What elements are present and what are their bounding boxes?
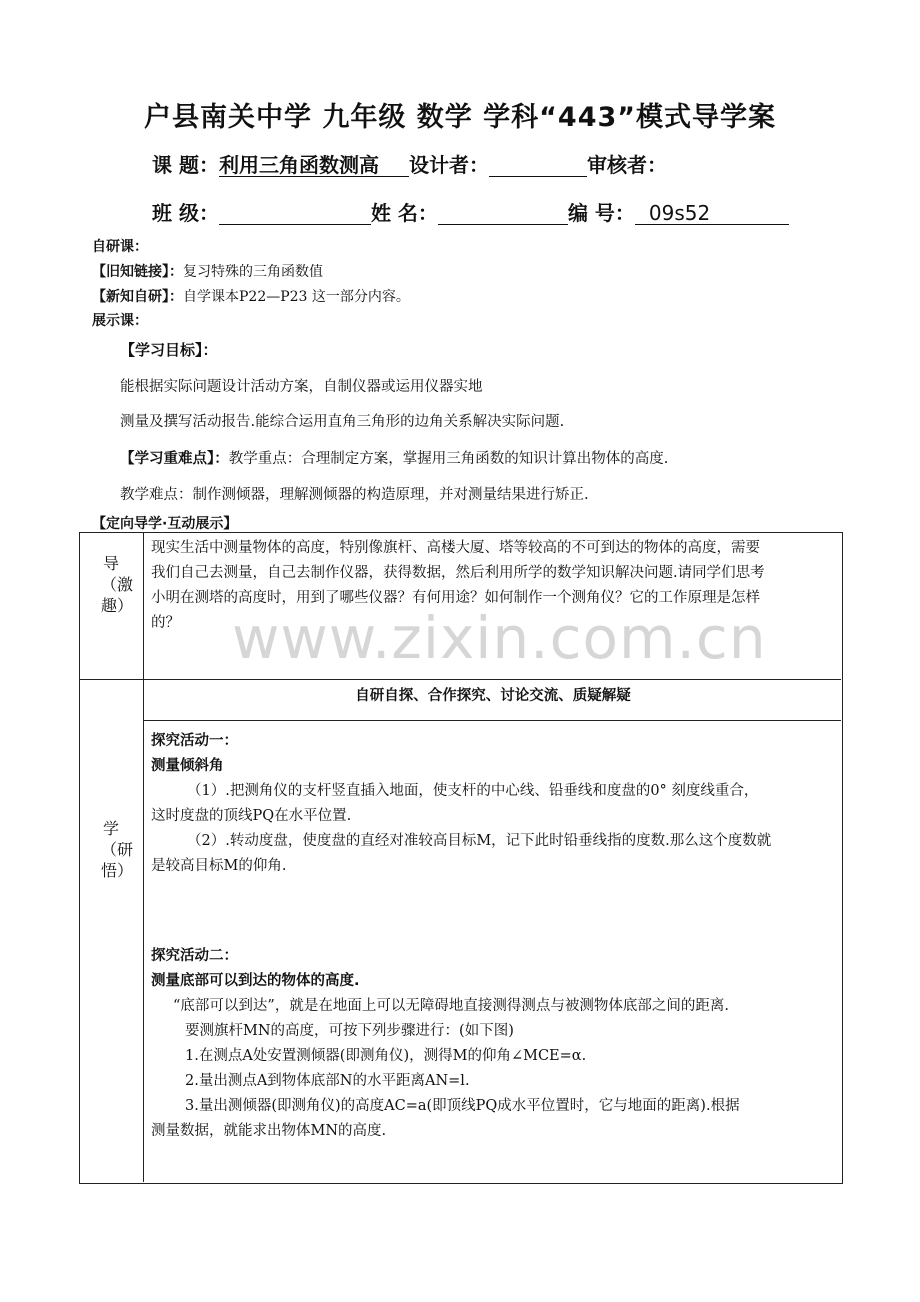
watermark: www.zixin.com.cn [232, 604, 767, 672]
goal-line-1: 能根据实际问题设计活动方案，自制仪器或运用仪器实地 [120, 379, 483, 395]
activity2-line: “底部可以到达”，就是在地面上可以无障碍地直接测得测点与被测物体底部之间的距离. [173, 998, 729, 1014]
guide-label: 【定向导学·互动展示】 [92, 516, 238, 532]
new-study-text: 自学课本P22—P23 这一部分内容。 [183, 289, 410, 305]
activity2-line: 2.量出测点A到物体底部N的水平距离AN=l. [185, 1073, 470, 1089]
old-link-line [92, 261, 323, 281]
new-study-label: 【新知自研】： [92, 289, 183, 305]
old-link-label: 【旧知链接】： [92, 264, 183, 280]
page-title: 户县南关中学 九年级 数学 学科“443”模式导学案 [143, 102, 777, 133]
number-value: 09s52 [635, 202, 789, 225]
class-line [152, 197, 789, 226]
row1-line: 的？ [151, 615, 180, 631]
goal-line-2: 测量及撰写活动报告.能综合运用直角三角形的边角关系解决实际问题. [120, 414, 565, 430]
reviewer-label: 审核者： [586, 153, 667, 177]
table-subheader-divider [143, 720, 841, 721]
table-row-divider [79, 679, 841, 680]
activity1-line: （1）.把测角仪的支杆竖直插入地面，使支杆的中心线、铅垂线和度盘的0° 刻度线重合， [187, 783, 759, 799]
name-label: 姓 名： [370, 201, 438, 225]
key-points-label: 【学习重难点】： [120, 451, 229, 467]
activity2-title: 探究活动二： [151, 948, 238, 964]
goals-label: 【学习目标】： [120, 341, 218, 359]
activity2-line: 要测旗杆MN的高度，可按下列步骤进行：(如下图) [185, 1023, 514, 1039]
activity2-subtitle: 测量底部可以到达的物体的高度. [151, 973, 360, 989]
activity2 [151, 944, 841, 1144]
row1-line: 小明在测塔的高度时，用到了哪些仪器？有何用途？如何制作一个测角仪？它的工作原理是怎样 [151, 590, 760, 606]
class-blank [219, 202, 371, 225]
row1-label: 导（激趣） [101, 554, 134, 615]
activity2-line: 1.在测点A处安置测倾器(即测角仪)，测得M的仰角∠MCE=α. [185, 1048, 587, 1064]
name-blank [438, 202, 568, 225]
key-points-line [120, 447, 668, 468]
row1-line: 现实生活中测量物体的高度，特别像旗杆、高楼大厦、塔等较高的不可到达的物体的高度，需要 [151, 540, 760, 556]
topic-value: 利用三角函数测高 [219, 154, 409, 177]
activity2-line: 测量数据，就能求出物体MN的高度. [151, 1123, 387, 1139]
row1-line: 我们自己去测量，自己去制作仪器，获得数据，然后利用所学的数学知识解决问题.请同学们思考 [151, 565, 765, 581]
old-link-text: 复习特殊的三角函数值 [183, 264, 323, 280]
activity1-line: 是较高目标M的仰角. [151, 858, 287, 874]
difficulty-line: 教学难点：制作测倾器，理解测倾器的构造原理，并对测量结果进行矫正. [120, 487, 589, 503]
self-study-label: 自研课： [92, 239, 148, 255]
activity1-subtitle: 测量倾斜角 [151, 758, 224, 774]
row2-label: 学（研悟） [101, 819, 134, 880]
table-column-divider [143, 532, 144, 1182]
activity1 [151, 729, 841, 879]
number-label: 编 号： [567, 201, 635, 225]
designer-label: 设计者： [408, 153, 489, 177]
activity1-line: 这时度盘的顶线PQ在水平位置. [151, 808, 352, 824]
key-points-text: 教学重点：合理制定方案，掌握用三角函数的知识计算出物体的高度. [228, 451, 669, 467]
display-label: 展示课： [92, 313, 148, 329]
topic-line [152, 149, 667, 178]
class-label: 班 级： [152, 201, 219, 225]
new-study-line [92, 286, 410, 306]
activity1-line: （2）.转动度盘，使度盘的直经对准较高目标M，记下此时铅垂线指的度数.那么这个度数就 [187, 833, 772, 849]
activity2-line: 3.量出测倾器(即测角仪)的高度AC=a(即顶线PQ成水平位置时，它与地面的距离).根据 [185, 1098, 740, 1114]
topic-label: 课 题： [152, 153, 219, 177]
activity1-title: 探究活动一： [151, 733, 238, 749]
designer-blank [489, 154, 587, 177]
row2-header: 自研自探、合作探究、讨论交流、质疑解疑 [355, 688, 631, 704]
